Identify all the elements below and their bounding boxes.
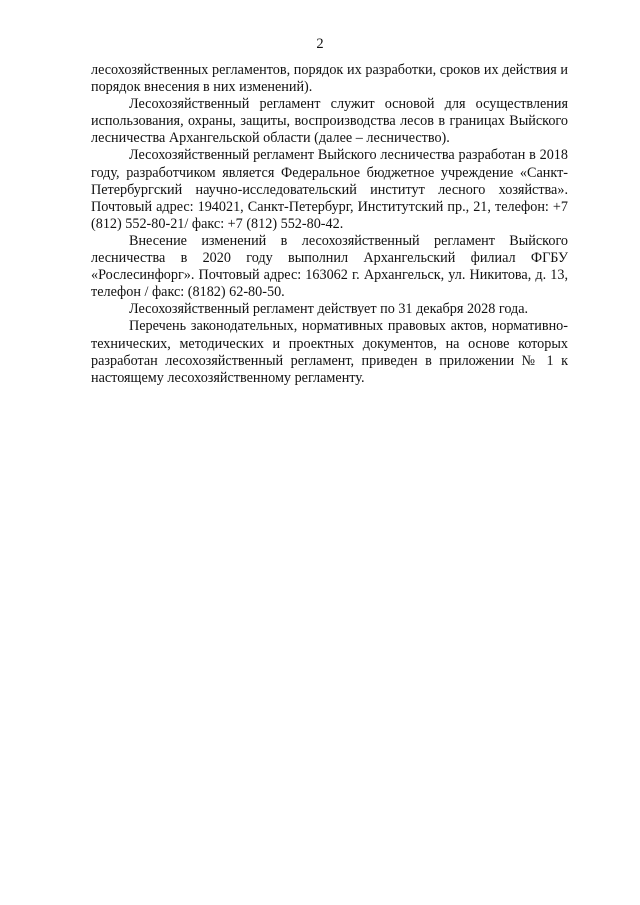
paragraph-legal-acts-list: Перечень законодательных, нормативных правовых актов, нормативно-технических, методических и проектных документов, на основе которых разработан лесохозяйственный регламент, приведен в приложении № 1 к настоящему лесохозяйственному регламенту. (91, 318, 568, 386)
paragraph-amendments-info: Внесение изменений в лесохозяйственный регламент Выйского лесничества в 2020 году выполнил Архангельский филиал ФГБУ «Рослесинфорг». Почтовый адрес: 163062 г. Архангельск, ул. Никитова, д. 13, телефон / факс: (8182) 62-80-50. (91, 232, 568, 301)
page-number: 2 (316, 36, 324, 52)
paragraph-validity-period: Лесохозяйственный регламент действует по 31 декабря 2028 года. (129, 301, 529, 318)
paragraph-continuation: лесохозяйственных регламентов, порядок их разработки, сроков их действия и порядок внесения в них изменений). (91, 62, 568, 96)
paragraph-regulation-purpose: Лесохозяйственный регламент служит основой для осуществления использования, охраны, защиты, воспроизводства лесов в границах Выйского лесничества Архангельской области (далее – лесничество). (91, 96, 568, 147)
paragraph-developer-info: Лесохозяйственный регламент Выйского лесничества разработан в 2018 году, разработчиком является Федеральное бюджетное учреждение «Санкт-Петербургский научно-исследовательский институт лесного хозяйства». Почтовый адрес: 194021, Санкт-Петербург, Институтский пр., 21, телефон: +7 (812) 552-80-21/ факс: +7 (812) 552-80-42. (91, 147, 568, 232)
document-body (91, 62, 568, 387)
